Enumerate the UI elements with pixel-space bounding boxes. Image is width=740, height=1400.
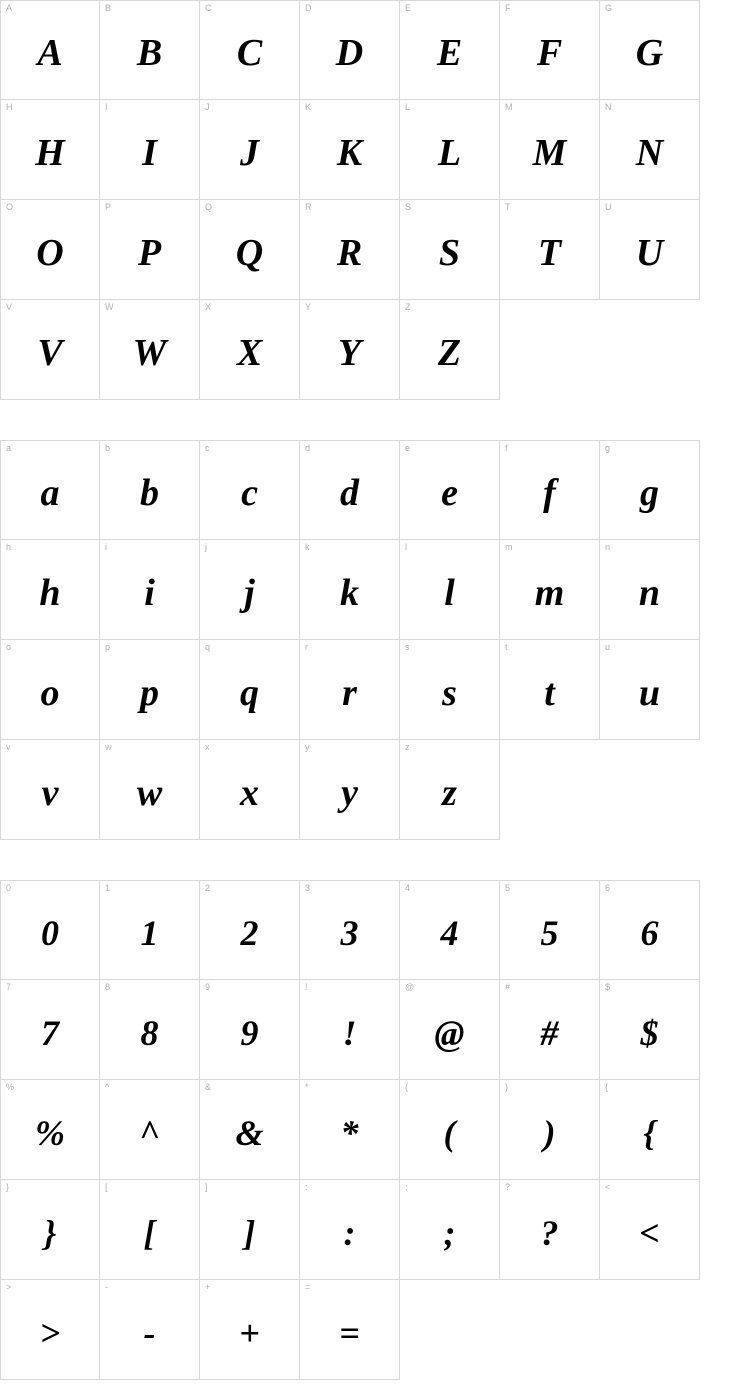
glyph-cell [200, 440, 300, 540]
glyph-cell [600, 980, 700, 1080]
glyph-sample: [ [143, 1212, 156, 1253]
glyph-cell [400, 540, 500, 640]
glyph-sample: r [342, 671, 357, 714]
glyph-cell [300, 200, 400, 300]
glyph-sample: + [239, 1312, 260, 1353]
glyph-code-label: N [605, 102, 612, 112]
glyph-sample: 6 [640, 913, 659, 953]
glyph-cell [500, 0, 600, 100]
glyph-cell [600, 100, 700, 200]
glyph-code-label: b [105, 443, 111, 453]
glyph-sample: V [37, 331, 63, 374]
glyph-cell [400, 640, 500, 740]
glyph-sample: w [136, 771, 163, 814]
glyph-code-label: M [505, 102, 513, 112]
glyph-sample: B [136, 32, 163, 74]
glyph-code-label: > [6, 1282, 12, 1292]
glyph-cell [500, 640, 600, 740]
glyph-sample: E [436, 32, 463, 74]
glyph-code-label: 6 [605, 883, 611, 893]
glyph-sample: b [140, 472, 159, 514]
glyph-cell [100, 880, 200, 980]
glyph-sample: i [144, 571, 155, 614]
glyph-cell [100, 640, 200, 740]
glyph-code-label: & [205, 1082, 212, 1092]
glyph-sample: P [137, 231, 162, 274]
glyph-cell [500, 540, 600, 640]
glyph-code-label: d [305, 443, 311, 453]
glyph-cell [400, 200, 500, 300]
glyph-cell [400, 300, 500, 400]
glyph-cell [500, 980, 600, 1080]
glyph-sample: 2 [240, 913, 259, 953]
glyph-sample: 4 [440, 913, 459, 953]
glyph-code-label: h [6, 542, 12, 552]
glyph-cell [200, 1080, 300, 1180]
glyph-code-label: ; [405, 1182, 408, 1192]
glyph-cell [200, 1280, 300, 1380]
glyph-cell [0, 640, 100, 740]
glyph-code-label: G [605, 3, 613, 13]
glyph-code-label: r [305, 642, 308, 652]
glyph-cell [200, 980, 300, 1080]
glyph-cell [0, 200, 100, 300]
glyph-cell [600, 880, 700, 980]
glyph-code-label: ? [505, 1182, 511, 1192]
glyph-sample: T [537, 231, 562, 274]
glyph-cell [0, 540, 100, 640]
glyph-sample: v [41, 771, 59, 814]
glyph-code-label: 8 [105, 982, 111, 992]
glyph-sample: 9 [240, 1012, 259, 1053]
glyph-sample: R [336, 231, 363, 274]
glyph-cell [200, 200, 300, 300]
glyph-sample: h [39, 571, 61, 614]
glyph-code-label: w [105, 742, 112, 752]
glyph-sample: G [635, 32, 664, 74]
glyph-cell [200, 540, 300, 640]
glyph-cell [400, 740, 500, 840]
glyph-code-label: } [6, 1182, 10, 1192]
glyph-code-label: n [605, 542, 611, 552]
glyph-sample: q [240, 671, 259, 714]
glyph-sample: d [340, 472, 359, 514]
glyph-sample: L [437, 131, 462, 174]
glyph-code-label: k [305, 542, 310, 552]
glyph-code-label: E [405, 3, 412, 13]
glyph-code-label: R [305, 202, 312, 212]
glyph-code-label: # [505, 982, 511, 992]
glyph-cell [400, 440, 500, 540]
glyph-sample: A [37, 32, 63, 74]
glyph-code-label: S [405, 202, 412, 212]
glyph-cell [500, 880, 600, 980]
glyph-sample: F [536, 32, 563, 74]
glyph-code-label: D [305, 3, 312, 13]
glyph-cell [400, 100, 500, 200]
glyph-cell [300, 980, 400, 1080]
glyph-code-label: X [205, 302, 212, 312]
glyph-sample: m [534, 571, 565, 614]
glyph-sample: W [132, 331, 167, 374]
glyph-code-label: @ [405, 982, 415, 992]
glyph-sample: K [336, 131, 363, 174]
glyph-cell [200, 100, 300, 200]
glyph-cell [100, 540, 200, 640]
glyph-sample: Z [437, 331, 462, 374]
glyph-cell [200, 0, 300, 100]
glyph-code-label: e [405, 443, 411, 453]
glyph-cell [500, 440, 600, 540]
glyph-cell [400, 0, 500, 100]
glyph-cell [600, 1080, 700, 1180]
glyph-sample: C [236, 32, 263, 74]
glyph-code-label: m [505, 542, 513, 552]
glyph-cell [100, 0, 200, 100]
section-spacer [0, 840, 740, 880]
glyph-code-label: ! [305, 982, 308, 992]
glyph-code-label: J [205, 102, 210, 112]
glyph-cell [400, 1180, 500, 1280]
glyph-code-label: = [305, 1282, 311, 1292]
glyph-code-label: V [6, 302, 13, 312]
glyph-code-label: u [605, 642, 611, 652]
glyph-cell [100, 1080, 200, 1180]
glyph-cell [500, 1080, 600, 1180]
symbol-glyph-grid [0, 880, 700, 1380]
glyph-cell [600, 440, 700, 540]
glyph-code-label: K [305, 102, 312, 112]
glyph-cell [300, 740, 400, 840]
section-spacer [0, 400, 740, 440]
glyph-sample: ? [540, 1212, 559, 1253]
glyph-sample: I [142, 131, 157, 174]
glyph-code-label: H [6, 102, 13, 112]
glyph-cell [200, 1180, 300, 1280]
glyph-code-label: B [105, 3, 112, 13]
glyph-code-label: ( [405, 1082, 408, 1092]
glyph-cell [300, 1080, 400, 1180]
glyph-cell [300, 1180, 400, 1280]
glyph-sample: % [35, 1112, 65, 1153]
glyph-cell [300, 100, 400, 200]
glyph-code-label: 4 [405, 883, 411, 893]
glyph-cell [300, 540, 400, 640]
glyph-code-label: I [105, 102, 108, 112]
glyph-code-label: c [205, 443, 210, 453]
glyph-sample: 8 [140, 1012, 159, 1053]
glyph-code-label: x [205, 742, 210, 752]
glyph-sample: s [442, 671, 457, 714]
glyph-cell [600, 0, 700, 100]
glyph-code-label: i [105, 542, 107, 552]
glyph-cell [100, 440, 200, 540]
glyph-code-label: ^ [105, 1082, 110, 1092]
glyph-cell [0, 0, 100, 100]
glyph-cell [600, 200, 700, 300]
glyph-code-label: a [6, 443, 12, 453]
glyph-code-label: T [505, 202, 511, 212]
glyph-code-label: j [205, 542, 207, 552]
glyph-sample: U [635, 231, 664, 274]
glyph-cell [200, 880, 300, 980]
glyph-cell [0, 880, 100, 980]
glyph-sample: 5 [540, 913, 559, 953]
glyph-cell [300, 1280, 400, 1380]
glyph-sample: Q [235, 231, 264, 274]
glyph-cell [400, 1080, 500, 1180]
glyph-code-label: v [6, 742, 11, 752]
glyph-code-label: P [105, 202, 112, 212]
glyph-cell [0, 1080, 100, 1180]
glyph-sample: a [40, 472, 60, 514]
glyph-code-label: o [6, 642, 12, 652]
glyph-cell [200, 640, 300, 740]
glyph-sample: x [240, 771, 259, 814]
glyph-sample: O [36, 231, 64, 274]
glyph-code-label: $ [605, 982, 611, 992]
glyph-cell [0, 980, 100, 1080]
glyph-cell [100, 740, 200, 840]
glyph-code-label: ] [205, 1182, 208, 1192]
glyph-code-label: : [305, 1182, 308, 1192]
glyph-cell [100, 1280, 200, 1380]
glyph-sample: k [340, 571, 359, 614]
glyph-sample: } [43, 1212, 57, 1253]
lowercase-glyph-grid [0, 440, 700, 840]
glyph-cell [200, 300, 300, 400]
glyph-code-label: l [405, 542, 407, 552]
glyph-code-label: W [105, 302, 114, 312]
glyph-sample: ] [243, 1212, 256, 1253]
glyph-cell [200, 740, 300, 840]
glyph-sample: l [444, 571, 455, 614]
glyph-sample: N [635, 131, 664, 174]
glyph-cell [0, 1280, 100, 1380]
glyph-sample: ; [443, 1212, 456, 1253]
glyph-cell [0, 440, 100, 540]
glyph-sample: : [343, 1212, 356, 1253]
glyph-cell [300, 640, 400, 740]
glyph-sample: # [540, 1012, 559, 1053]
glyph-code-label: q [205, 642, 211, 652]
glyph-cell [100, 1180, 200, 1280]
glyph-sample: D [335, 32, 364, 74]
glyph-sample: - [143, 1312, 156, 1353]
glyph-sample: u [638, 671, 661, 714]
glyph-sample: ^ [139, 1112, 160, 1153]
uppercase-glyph-grid [0, 0, 700, 400]
glyph-code-label: 3 [305, 883, 311, 893]
glyph-cell [500, 200, 600, 300]
glyph-cell [0, 100, 100, 200]
glyph-cell [600, 640, 700, 740]
glyph-sample: @ [434, 1012, 465, 1053]
glyph-code-label: 7 [6, 982, 12, 992]
glyph-code-label: 2 [205, 883, 211, 893]
glyph-sample: 3 [340, 913, 359, 953]
glyph-cell [400, 980, 500, 1080]
glyph-code-label: * [305, 1082, 309, 1092]
glyph-cell [500, 1180, 600, 1280]
glyph-code-label: 5 [505, 883, 511, 893]
glyph-sample: y [341, 771, 358, 814]
glyph-code-label: U [605, 202, 612, 212]
glyph-cell [100, 300, 200, 400]
glyph-sample: 0 [41, 913, 59, 953]
glyph-sample: Y [337, 331, 362, 374]
glyph-sample: p [140, 671, 159, 714]
glyph-sample: H [35, 131, 65, 174]
glyph-sample: * [340, 1112, 359, 1153]
glyph-sample: ) [543, 1112, 556, 1153]
glyph-code-label: g [605, 443, 611, 453]
glyph-sample: { [643, 1112, 656, 1153]
glyph-sample: c [241, 472, 258, 514]
glyph-cell [300, 440, 400, 540]
glyph-cell [600, 540, 700, 640]
glyph-code-label: + [205, 1282, 211, 1292]
glyph-code-label: Q [205, 202, 213, 212]
glyph-code-label: { [605, 1082, 609, 1092]
glyph-cell [100, 980, 200, 1080]
glyph-sample: ! [342, 1012, 357, 1053]
glyph-code-label: C [205, 3, 212, 13]
glyph-sample: n [638, 571, 661, 614]
glyph-cell [100, 100, 200, 200]
glyph-code-label: z [405, 742, 410, 752]
glyph-code-label: 0 [6, 883, 12, 893]
glyph-sample: J [240, 131, 259, 174]
glyph-cell [300, 880, 400, 980]
glyph-cell [600, 1180, 700, 1280]
glyph-sample: > [39, 1312, 61, 1353]
glyph-cell [0, 1180, 100, 1280]
glyph-cell [300, 0, 400, 100]
glyph-sample: = [339, 1312, 360, 1353]
glyph-sample: 1 [140, 913, 159, 953]
glyph-cell [400, 880, 500, 980]
glyph-sample: f [543, 472, 556, 514]
glyph-cell [0, 300, 100, 400]
glyph-sample: ( [443, 1112, 456, 1153]
glyph-sample: < [639, 1212, 660, 1253]
glyph-code-label: s [405, 642, 410, 652]
glyph-code-label: f [505, 443, 508, 453]
glyph-sample: o [40, 671, 60, 714]
glyph-code-label: [ [105, 1182, 108, 1192]
glyph-sample: e [441, 472, 458, 514]
glyph-code-label: Z [405, 302, 411, 312]
glyph-code-label: y [305, 742, 310, 752]
glyph-sample: t [544, 671, 555, 714]
glyph-cell [0, 740, 100, 840]
glyph-sample: S [438, 231, 461, 274]
glyph-code-label: L [405, 102, 411, 112]
glyph-code-label: O [6, 202, 14, 212]
glyph-code-label: % [6, 1082, 15, 1092]
glyph-sample: g [640, 472, 659, 514]
glyph-cell [300, 300, 400, 400]
glyph-cell [100, 200, 200, 300]
glyph-sample: j [244, 571, 255, 614]
glyph-code-label: F [505, 3, 511, 13]
glyph-code-label: 1 [105, 883, 111, 893]
glyph-sample: $ [640, 1012, 659, 1053]
glyph-code-label: - [105, 1282, 108, 1292]
glyph-code-label: < [605, 1182, 611, 1192]
glyph-sample: X [236, 331, 263, 374]
glyph-sample: & [235, 1112, 264, 1153]
glyph-code-label: 9 [205, 982, 211, 992]
glyph-cell [500, 100, 600, 200]
glyph-code-label: ) [505, 1082, 508, 1092]
glyph-code-label: p [105, 642, 111, 652]
glyph-sample: 7 [41, 1012, 59, 1053]
glyph-sample: z [442, 771, 457, 814]
glyph-code-label: Y [305, 302, 312, 312]
glyph-code-label: t [505, 642, 508, 652]
glyph-sample: M [532, 131, 567, 174]
glyph-code-label: A [6, 3, 13, 13]
